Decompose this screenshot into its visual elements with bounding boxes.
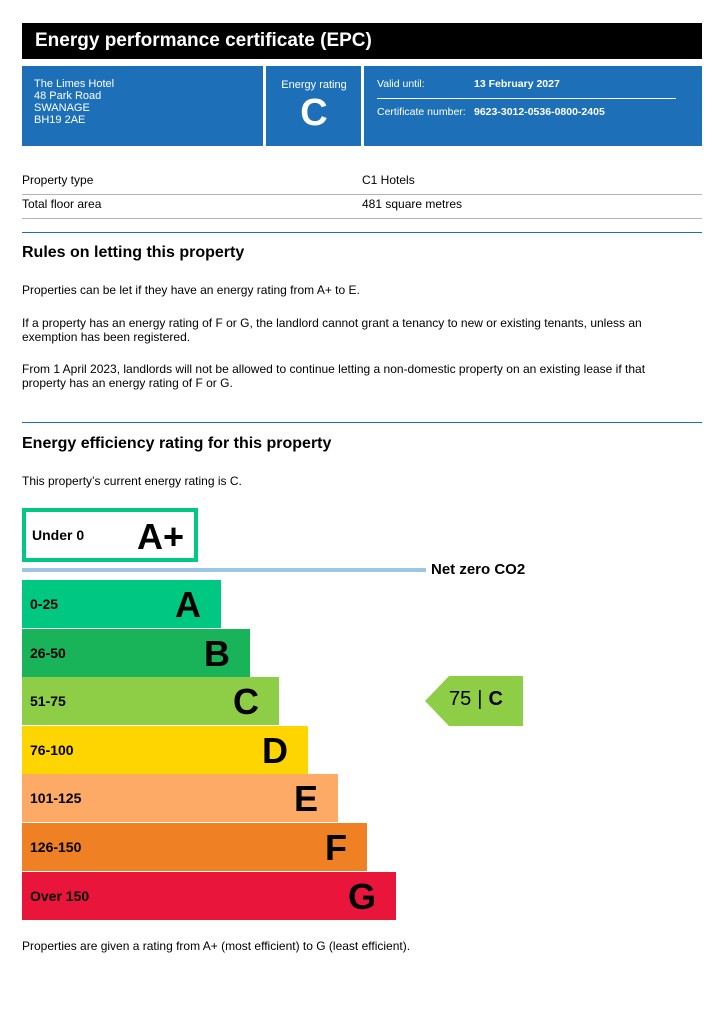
band-range: 76-100 — [30, 742, 74, 758]
address-line: BH19 2AE — [34, 114, 86, 126]
current-score: 75 — [449, 688, 472, 710]
rating-band-b — [22, 629, 250, 677]
rules-heading: Rules on letting this property — [22, 244, 245, 261]
separator: | — [477, 688, 483, 710]
band-letter: A+ — [136, 516, 184, 557]
band-letter: E — [293, 778, 318, 819]
section-divider — [22, 232, 702, 233]
certificate-number-label: Certificate number: — [377, 106, 466, 118]
floor-area-label: Total floor area — [22, 197, 102, 211]
band-range: 101-125 — [30, 790, 82, 806]
floor-area-value: 481 square metres — [362, 197, 463, 211]
band-range: 51-75 — [30, 693, 66, 709]
rating-band-a — [22, 580, 221, 628]
rules-paragraph: From 1 April 2023, landlords will not be allowed to continue letting a non-domestic property on an existing lease if that property has an energy rating of F or G. — [22, 362, 646, 390]
rules-paragraph: If a property has an energy rating of F or G, the landlord cannot grant a tenancy to new or existing tenants, unless an exemption has been registered. — [22, 316, 642, 344]
certificate-number-value: 9623-3012-0536-0800-2405 — [474, 106, 605, 118]
divider — [377, 98, 676, 99]
current-rating-text: This property’s current energy rating is C. — [22, 474, 242, 488]
band-letter: B — [204, 633, 230, 674]
rating-band-aplus — [22, 508, 198, 562]
address-line: The Limes Hotel — [34, 78, 115, 90]
rating-band-c — [22, 677, 279, 725]
page-title: Energy performance certificate (EPC) — [22, 23, 702, 59]
current-letter: C — [488, 688, 503, 710]
property-type-value: C1 Hotels — [362, 173, 415, 187]
property-address — [34, 78, 114, 126]
valid-until-value: 13 February 2027 — [474, 78, 560, 90]
rating-band-g — [22, 872, 396, 920]
band-letter: G — [347, 876, 376, 917]
net-zero-label: Net zero CO2 — [431, 561, 526, 578]
rating-scale-note: Properties are given a rating from A+ (most efficient) to G (least efficient). — [22, 939, 411, 953]
property-type-label: Property type — [22, 173, 94, 187]
property-type-row — [22, 170, 702, 195]
rules-paragraph: Properties can be let if they have an energy rating from A+ to E. — [22, 283, 360, 297]
band-range: 0-25 — [30, 596, 59, 612]
floor-area-row — [22, 194, 702, 219]
current-rating-value — [449, 688, 503, 711]
rating-band-d — [22, 726, 308, 774]
valid-until-label: Valid until: — [377, 78, 425, 90]
rating-band-f — [22, 823, 367, 871]
band-range: Over 150 — [30, 888, 90, 904]
efficiency-heading: Energy efficiency rating for this property — [22, 435, 332, 452]
band-range: 26-50 — [30, 645, 66, 661]
address-line: 48 Park Road — [34, 90, 102, 102]
band-letter: D — [262, 730, 288, 771]
band-letter: A — [175, 584, 201, 625]
net-zero-line — [22, 568, 426, 572]
band-range: 126-150 — [30, 839, 82, 855]
band-range: Under 0 — [32, 527, 85, 543]
divider — [361, 66, 364, 146]
address-line: SWANAGE — [34, 102, 90, 114]
summary-panel — [22, 66, 702, 146]
energy-rating-label: Energy rating — [281, 79, 347, 91]
rating-band-e — [22, 774, 338, 822]
band-letter: F — [325, 827, 347, 868]
band-letter: C — [233, 681, 259, 722]
section-divider — [22, 422, 702, 423]
energy-rating-letter: C — [300, 92, 328, 134]
